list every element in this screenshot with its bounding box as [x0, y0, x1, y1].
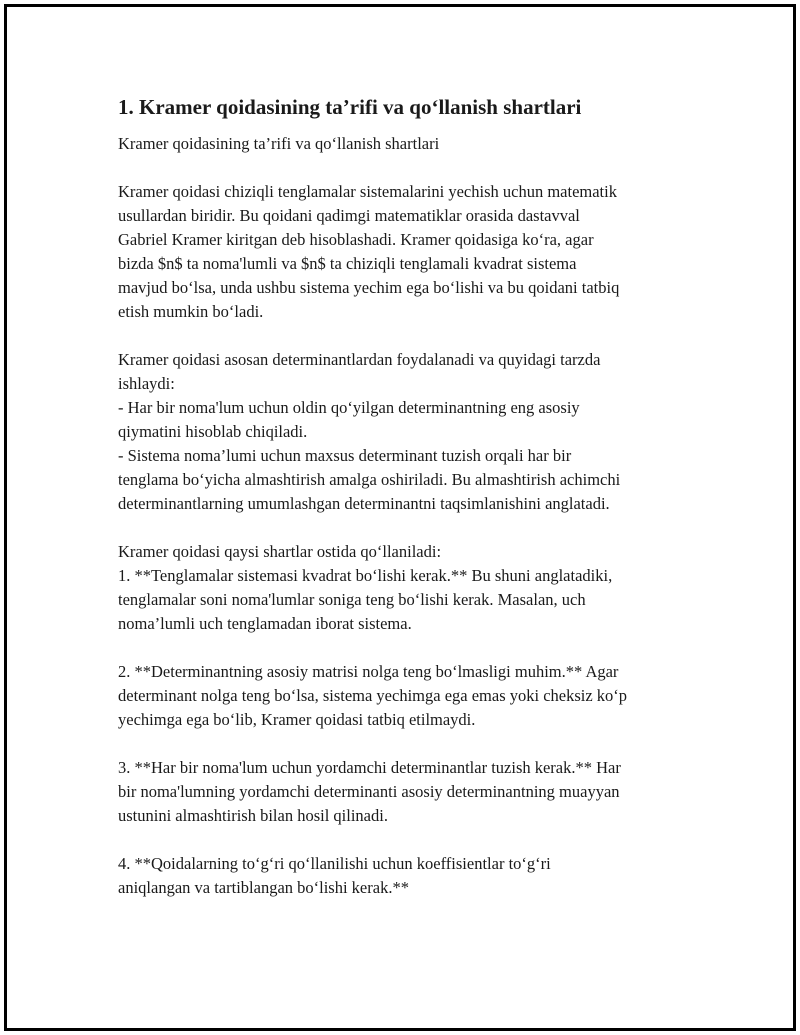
paragraph-condition-1: Kramer qoidasi qaysi shartlar ostida qo‘llaniladi: 1. **Tenglamalar sistemasi kvadrat bo‘lishi kerak.** Bu shuni anglatadiki, tenglamalar soni noma'lumlar soniga teng bo‘lishi kerak. Masalan, uch noma’lumli uch tenglamadan iborat sistema.: [118, 542, 613, 633]
document-title: 1. Kramer qoidasining ta’rifi va qo‘llanish shartlari: [118, 95, 582, 119]
paragraph-condition-3: 3. **Har bir noma'lum uchun yordamchi determinantlar tuzish kerak.** Har bir noma'lumning yordamchi determinanti asosiy determinantning muayyan ustunini almashtirish bilan hosil qilinadi.: [118, 758, 621, 825]
paragraph-condition-4: 4. **Qoidalarning to‘g‘ri qo‘llanilishi uchun koeffisientlar to‘g‘ri aniqlangan va tartiblangan bo‘lishi kerak.**: [118, 854, 551, 897]
paragraph-determinants: Kramer qoidasi asosan determinantlardan foydalanadi va quyidagi tarzda ishlaydi: - Har bir noma'lum uchun oldin qo‘yilgan determinantning eng asosiy qiymatini hisoblab chiqiladi. - Sistema noma’lumi uchun maxsus determinant tuzish orqali har bir tenglama bo‘yicha almashtirish amalga oshiriladi. Bu almashtirish achimchi determinantlarning umumlashgan determinantni taqsimlanishini anglatadi.: [118, 350, 621, 513]
document-body: [118, 92, 698, 924]
paragraph-definition: Kramer qoidasi chiziqli tenglamalar sistemalarini yechish uchun matematik usullardan biridir. Bu qoidani qadimgi matematiklar orasida dastavval Gabriel Kramer kiritgan deb hisoblashadi. Kramer qoidasiga ko‘ra, agar bizda $n$ ta noma'lumli va $n$ ta chiziqli tenglamali kvadrat sistema mavjud bo‘lsa, unda ushbu sistema yechim ega bo‘lishi va bu qoidani tatbiq etish mumkin bo‘ladi.: [118, 182, 620, 321]
paragraph-condition-2: 2. **Determinantning asosiy matrisi nolga teng bo‘lmasligi muhim.** Agar determinant nolga teng bo‘lsa, sistema yechimga ega emas yoki cheksiz ko‘p yechimga ega bo‘lib, Kramer qoidasi tatbiq etilmaydi.: [118, 662, 628, 729]
document-subtitle: Kramer qoidasining ta’rifi va qo‘llanish shartlari: [118, 134, 440, 153]
